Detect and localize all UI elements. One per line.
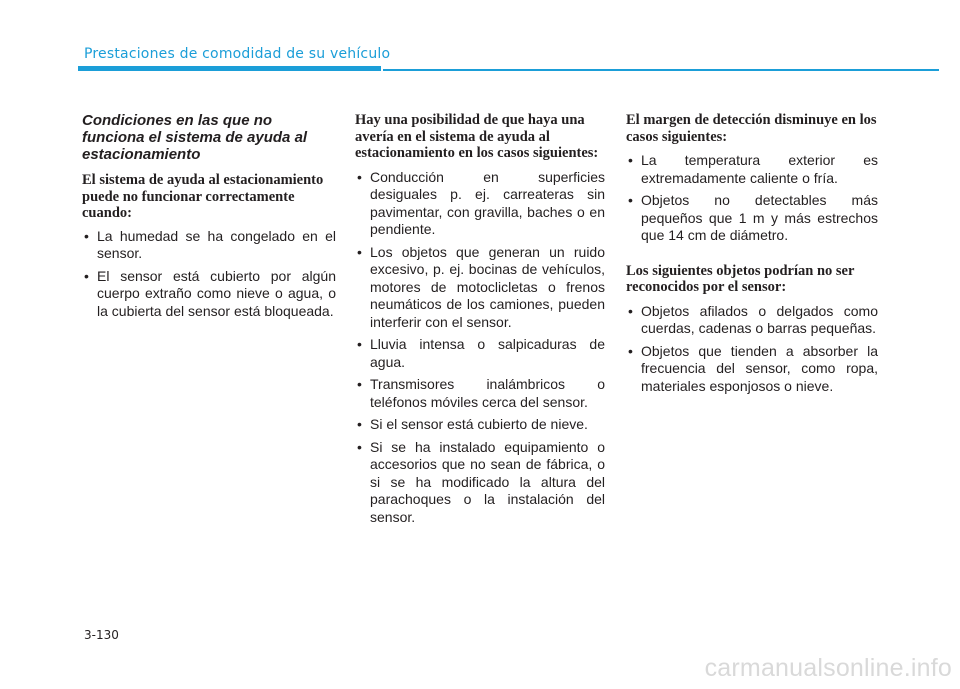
list-item: • Transmisores inalámbricos o teléfonos móviles cerca del sensor. xyxy=(355,376,605,411)
list-item: • Objetos no detectables más pequeños que 1 m y más estrechos que 14 cm de diámetro. xyxy=(626,192,878,245)
group-heading: Hay una posibilidad de que haya una avería en el sistema de ayuda al estacionamiento en los casos siguientes: xyxy=(355,112,599,161)
bullet-list xyxy=(82,228,336,321)
group-heading: Los siguientes objetos podrían no ser reconocidos por el sensor: xyxy=(626,262,855,295)
header-rule xyxy=(383,69,939,71)
group-heading: El margen de detección disminuye en los casos siguientes: xyxy=(626,112,877,145)
list-item: • Conducción en superficies desiguales p. ej. carreateras sin pavimentar, con gravilla, baches o en pendiente. xyxy=(355,169,605,239)
list-item: • Objetos que tienden a absorber la frecuencia del sensor, como ropa, materiales esponjosos o nieve. xyxy=(626,343,878,396)
bullet-list xyxy=(626,303,878,396)
list-item: • Objetos afilados o delgados como cuerdas, cadenas o barras pequeñas. xyxy=(626,303,878,338)
column-1 xyxy=(82,112,336,325)
column-2 xyxy=(355,112,605,531)
list-item: • Si el sensor está cubierto de nieve. xyxy=(355,416,605,434)
section-title: Condiciones en las que no funciona el sistema de ayuda al estacionamiento xyxy=(82,112,308,163)
page-header xyxy=(0,0,960,80)
bullet-list xyxy=(355,169,605,527)
spacer xyxy=(626,250,878,263)
column-3 xyxy=(626,112,878,400)
list-item: • La temperatura exterior es extremadamente caliente o fría. xyxy=(626,152,878,187)
bullet-list xyxy=(626,152,878,245)
list-item: • El sensor está cubierto por algún cuerpo extraño como nieve o agua, o la cubierta del sensor está bloqueada. xyxy=(82,268,336,321)
list-item: • La humedad se ha congelado en el sensor. xyxy=(82,228,336,263)
chapter-title: Prestaciones de comodidad de su vehículo xyxy=(84,46,391,62)
header-accent-bar xyxy=(78,66,381,71)
page-number: 3-130 xyxy=(84,628,119,642)
list-item: • Si se ha instalado equipamiento o accesorios que no sean de fábrica, o si se ha modificado la altura del parachoques o la instalación del sensor. xyxy=(355,439,605,527)
group-heading: El sistema de ayuda al estacionamiento puede no funcionar correctamente cuando: xyxy=(82,172,324,221)
watermark-text: carmanualsonline.info xyxy=(704,654,952,682)
list-item: • Los objetos que generan un ruido excesivo, p. ej. bocinas de vehículos, motores de motoclicletas o frenos neumáticos de los camiones, pueden interferir con el sensor. xyxy=(355,244,605,332)
list-item: • Lluvia intensa o salpicaduras de agua. xyxy=(355,336,605,371)
